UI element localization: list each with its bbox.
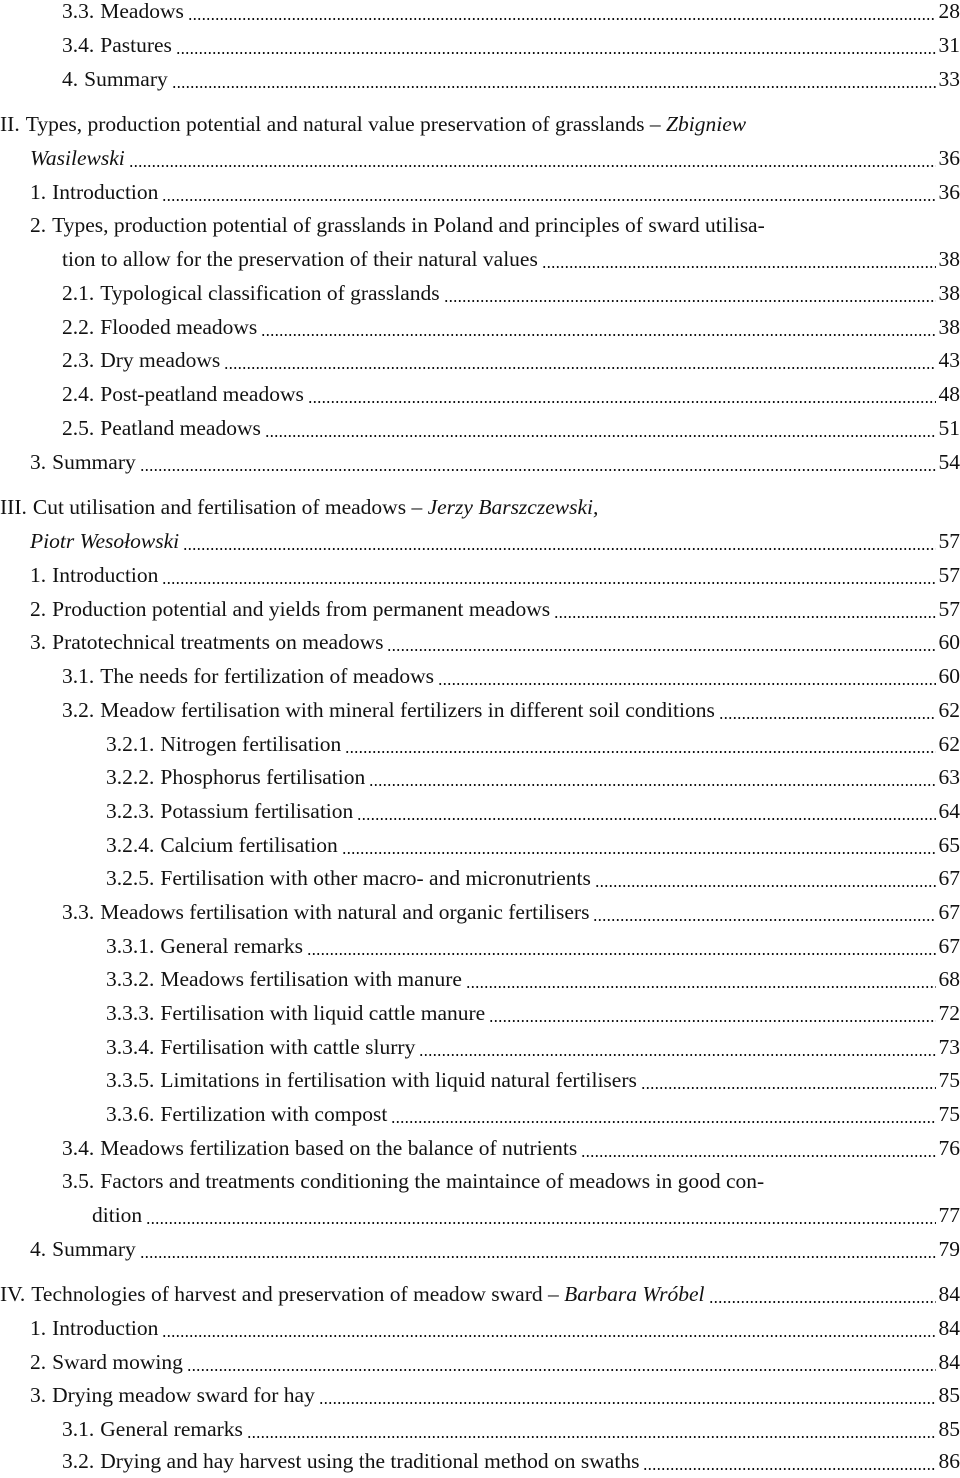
page-number: 38 xyxy=(939,276,960,310)
toc-entry[interactable] xyxy=(0,929,960,963)
toc-entry[interactable] xyxy=(0,1345,960,1379)
toc-entry[interactable] xyxy=(0,141,960,175)
page-number: 57 xyxy=(939,592,960,626)
entry-title: Typological classification of grasslands xyxy=(100,281,439,305)
entry-title: Fertilisation with cattle slurry xyxy=(160,1035,415,1059)
entry-title: Summary xyxy=(52,450,136,474)
entry-title: Limitations in fertilisation with liquid natural fertilisers xyxy=(160,1068,637,1092)
toc-chapter-title[interactable] xyxy=(0,490,960,524)
entry-title: Summary xyxy=(84,67,168,91)
toc-entry[interactable] xyxy=(0,1444,960,1478)
chapter-number: III. xyxy=(0,495,27,519)
page-number: 36 xyxy=(939,141,960,175)
dot-leader xyxy=(419,1054,935,1056)
chapter-author: Jerzy Barszczewski, xyxy=(428,495,599,519)
page-number: 77 xyxy=(939,1198,960,1232)
entry-number: 3.1. xyxy=(62,1417,94,1441)
page-number: 63 xyxy=(939,760,960,794)
toc-entry[interactable] xyxy=(0,828,960,862)
toc-entry[interactable] xyxy=(0,62,960,96)
toc-entry[interactable] xyxy=(0,343,960,377)
chapter-title: Types, production potential and natural value preservation of grasslands – xyxy=(26,112,661,136)
dot-leader xyxy=(183,548,935,550)
entry-title: Nitrogen fertilisation xyxy=(160,732,341,756)
dot-leader xyxy=(224,367,935,369)
page-number: 57 xyxy=(939,524,960,558)
page-number: 85 xyxy=(939,1412,960,1446)
entry-number: 3.2.1. xyxy=(106,732,154,756)
entry-title: Types, production potential of grasslands in Poland and principles of sward utilisa- xyxy=(52,213,765,237)
entry-number: 4. xyxy=(30,1237,46,1261)
page-number: 76 xyxy=(939,1131,960,1165)
entry-title-continued: tion to allow for the preservation of their natural values xyxy=(62,242,538,276)
page-number: 51 xyxy=(939,411,960,445)
toc-entry[interactable] xyxy=(0,1063,960,1097)
entry-title: Drying and hay harvest using the traditional method on swaths xyxy=(100,1449,639,1473)
toc-entry[interactable] xyxy=(0,962,960,996)
page-number: 57 xyxy=(939,558,960,592)
entry-title: Peatland meadows xyxy=(100,416,261,440)
toc-entry[interactable] xyxy=(0,760,960,794)
toc-entry[interactable] xyxy=(0,1412,960,1446)
toc-entry[interactable] xyxy=(0,794,960,828)
dot-leader xyxy=(643,1468,935,1470)
chapter-number: II. xyxy=(0,112,20,136)
entry-title: General remarks xyxy=(100,1417,243,1441)
toc-entry[interactable] xyxy=(0,377,960,411)
dot-leader xyxy=(319,1402,936,1404)
toc-entry[interactable] xyxy=(0,0,960,28)
entry-number: 3.3.3. xyxy=(106,1001,154,1025)
entry-number: 3.3.4. xyxy=(106,1035,154,1059)
entry-number: 3.2.5. xyxy=(106,866,154,890)
toc-entry[interactable] xyxy=(0,592,960,626)
page-number: 33 xyxy=(939,62,960,96)
dot-leader xyxy=(265,435,936,437)
toc-entry[interactable] xyxy=(0,558,960,592)
page-number: 64 xyxy=(939,794,960,828)
entry-number: 3.3.1. xyxy=(106,934,154,958)
entry-title: Drying meadow sward for hay xyxy=(52,1383,315,1407)
dot-leader xyxy=(307,953,935,955)
toc-entry[interactable] xyxy=(0,693,960,727)
dot-leader xyxy=(187,1369,936,1371)
dot-leader xyxy=(308,401,936,403)
entry-title: Introduction xyxy=(52,563,158,587)
page-number: 31 xyxy=(939,28,960,62)
entry-title: Meadows xyxy=(100,0,184,23)
page-number: 62 xyxy=(939,693,960,727)
toc-entry[interactable] xyxy=(0,1311,960,1345)
toc-entry[interactable] xyxy=(0,276,960,310)
chapter-author: Zbigniew xyxy=(666,112,746,136)
entry-number: 3. xyxy=(30,1383,46,1407)
entry-number: 2. xyxy=(30,1350,46,1374)
page-number: 43 xyxy=(939,343,960,377)
dot-leader xyxy=(542,266,936,268)
entry-number: 2.4. xyxy=(62,382,94,406)
page-number: 67 xyxy=(939,861,960,895)
entry-title: Introduction xyxy=(52,1316,158,1340)
entry-number: 3. xyxy=(30,630,46,654)
entry-title: Fertilisation with liquid cattle manure xyxy=(160,1001,485,1025)
entry-number: 3.3.6. xyxy=(106,1102,154,1126)
dot-leader xyxy=(162,582,935,584)
entry-number: 3.4. xyxy=(62,1136,94,1160)
dot-leader xyxy=(438,683,936,685)
chapter-title: Cut utilisation and fertilisation of meadows – xyxy=(33,495,422,519)
toc-entry[interactable] xyxy=(0,1378,960,1412)
entry-title: Introduction xyxy=(52,180,158,204)
entry-number: 3.1. xyxy=(62,664,94,688)
entry-number: 3.2. xyxy=(62,698,94,722)
entry-title: Calcium fertilisation xyxy=(160,833,337,857)
page-number: 48 xyxy=(939,377,960,411)
toc-entry[interactable] xyxy=(0,625,960,659)
page-number: 28 xyxy=(939,0,960,28)
dot-leader xyxy=(719,717,936,719)
entry-title: Meadows fertilisation with manure xyxy=(160,967,462,991)
entry-title: Fertilisation with other macro- and micronutrients xyxy=(160,866,591,890)
page-number: 85 xyxy=(939,1378,960,1412)
dot-leader xyxy=(162,199,935,201)
dot-leader xyxy=(140,469,936,471)
chapter-author-continued: Wasilewski xyxy=(30,141,125,175)
toc-entry[interactable] xyxy=(0,895,960,929)
page-number: 54 xyxy=(939,445,960,479)
entry-number: 4. xyxy=(62,67,78,91)
entry-title: Flooded meadows xyxy=(100,315,257,339)
entry-title: The needs for fertilization of meadows xyxy=(100,664,434,688)
dot-leader xyxy=(391,1121,935,1123)
toc-entry[interactable] xyxy=(0,411,960,445)
entry-number: 2.1. xyxy=(62,281,94,305)
entry-number: 3.3.2. xyxy=(106,967,154,991)
entry-title: Fertilization with compost xyxy=(160,1102,387,1126)
page-number: 60 xyxy=(939,659,960,693)
entry-number: 3.3.5. xyxy=(106,1068,154,1092)
dot-leader xyxy=(593,919,935,921)
page-number: 60 xyxy=(939,625,960,659)
entry-number: 3.2.2. xyxy=(106,765,154,789)
page-number: 84 xyxy=(939,1311,960,1345)
entry-number: 3.2. xyxy=(62,1449,94,1473)
entry-title: Potassium fertilisation xyxy=(160,799,353,823)
page-number: 67 xyxy=(939,895,960,929)
entry-title: Post-peatland meadows xyxy=(100,382,304,406)
dot-leader xyxy=(129,165,936,167)
page-number: 68 xyxy=(939,962,960,996)
entry-number: 3. xyxy=(30,450,46,474)
entry-title: Pratotechnical treatments on meadows xyxy=(52,630,383,654)
dot-leader xyxy=(342,852,936,854)
toc-entry[interactable] xyxy=(0,28,960,62)
toc-entry[interactable] xyxy=(0,1232,960,1266)
entry-number: 2.5. xyxy=(62,416,94,440)
entry-title: General remarks xyxy=(160,934,303,958)
toc-entry[interactable] xyxy=(0,242,960,276)
entry-title: Summary xyxy=(52,1237,136,1261)
dot-leader xyxy=(357,818,935,820)
dot-leader xyxy=(554,616,935,618)
dot-leader xyxy=(581,1155,935,1157)
toc-entry[interactable] xyxy=(0,310,960,344)
toc-entry[interactable] xyxy=(0,1097,960,1131)
dot-leader xyxy=(444,300,936,302)
dot-leader xyxy=(176,52,936,54)
page-number: 65 xyxy=(939,828,960,862)
dot-leader xyxy=(146,1222,935,1224)
page-number: 79 xyxy=(939,1232,960,1266)
toc-entry[interactable] xyxy=(0,1277,960,1311)
entry-title: Dry meadows xyxy=(100,348,220,372)
entry-title: Phosphorus fertilisation xyxy=(160,765,365,789)
chapter-number: IV. xyxy=(0,1282,25,1306)
entry-number: 3.2.3. xyxy=(106,799,154,823)
dot-leader xyxy=(172,86,936,88)
dot-leader xyxy=(369,784,935,786)
entry-number: 3.2.4. xyxy=(106,833,154,857)
toc-entry[interactable] xyxy=(0,861,960,895)
entry-number: 1. xyxy=(30,1316,46,1340)
page-number: 73 xyxy=(939,1030,960,1064)
toc-entry[interactable] xyxy=(0,996,960,1030)
dot-leader xyxy=(140,1256,936,1258)
chapter-author: Barbara Wróbel xyxy=(564,1282,704,1306)
entry-number: 1. xyxy=(30,180,46,204)
page-number: 75 xyxy=(939,1063,960,1097)
entry-title: Production potential and yields from permanent meadows xyxy=(52,597,550,621)
chapter-author-continued: Piotr Wesołowski xyxy=(30,524,179,558)
toc-entry[interactable] xyxy=(0,1030,960,1064)
page-number: 38 xyxy=(939,310,960,344)
entry-title: Factors and treatments conditioning the maintaince of meadows in good con- xyxy=(100,1169,764,1193)
toc-entry[interactable] xyxy=(0,659,960,693)
toc-chapter-title[interactable] xyxy=(0,107,960,141)
page-number: 84 xyxy=(939,1345,960,1379)
entry-title-continued: dition xyxy=(92,1198,142,1232)
chapter-title: Technologies of harvest and preservation of meadow sward – xyxy=(31,1282,558,1306)
entry-title: Meadows fertilisation with natural and organic fertilisers xyxy=(100,900,589,924)
entry-number: 3.3. xyxy=(62,900,94,924)
dot-leader xyxy=(188,18,936,20)
entry-title: Meadow fertilisation with mineral fertilizers in different soil conditions xyxy=(100,698,715,722)
page-number: 84 xyxy=(939,1277,960,1311)
page-number: 62 xyxy=(939,727,960,761)
entry-title: Pastures xyxy=(100,33,172,57)
entry-number: 3.5. xyxy=(62,1169,94,1193)
toc-entry-title-line[interactable] xyxy=(0,208,960,242)
page-number: 72 xyxy=(939,996,960,1030)
page-number: 67 xyxy=(939,929,960,963)
dot-leader xyxy=(709,1301,936,1303)
dot-leader xyxy=(466,986,936,988)
entry-number: 2.3. xyxy=(62,348,94,372)
entry-number: 3.3. xyxy=(62,0,94,23)
entry-number: 1. xyxy=(30,563,46,587)
entry-number: 2. xyxy=(30,213,46,237)
entry-title: Sward mowing xyxy=(52,1350,183,1374)
page-number: 38 xyxy=(939,242,960,276)
toc-entry[interactable] xyxy=(0,175,960,209)
toc-entry-title-line[interactable] xyxy=(0,1164,960,1198)
entry-title: Meadows fertilization based on the balance of nutrients xyxy=(100,1136,577,1160)
toc-entry[interactable] xyxy=(0,1198,960,1232)
dot-leader xyxy=(387,649,935,651)
entry-number: 2.2. xyxy=(62,315,94,339)
dot-leader xyxy=(345,751,935,753)
dot-leader xyxy=(489,1020,935,1022)
dot-leader xyxy=(247,1436,936,1438)
toc-entry[interactable] xyxy=(0,445,960,479)
page-number: 86 xyxy=(939,1444,960,1478)
entry-number: 3.4. xyxy=(62,33,94,57)
toc-entry[interactable] xyxy=(0,1131,960,1165)
page-number: 36 xyxy=(939,175,960,209)
toc-entry[interactable] xyxy=(0,524,960,558)
dot-leader xyxy=(641,1087,936,1089)
toc-entry[interactable] xyxy=(0,727,960,761)
page-number: 75 xyxy=(939,1097,960,1131)
dot-leader xyxy=(595,885,936,887)
dot-leader xyxy=(261,334,935,336)
entry-number: 2. xyxy=(30,597,46,621)
dot-leader xyxy=(162,1335,935,1337)
